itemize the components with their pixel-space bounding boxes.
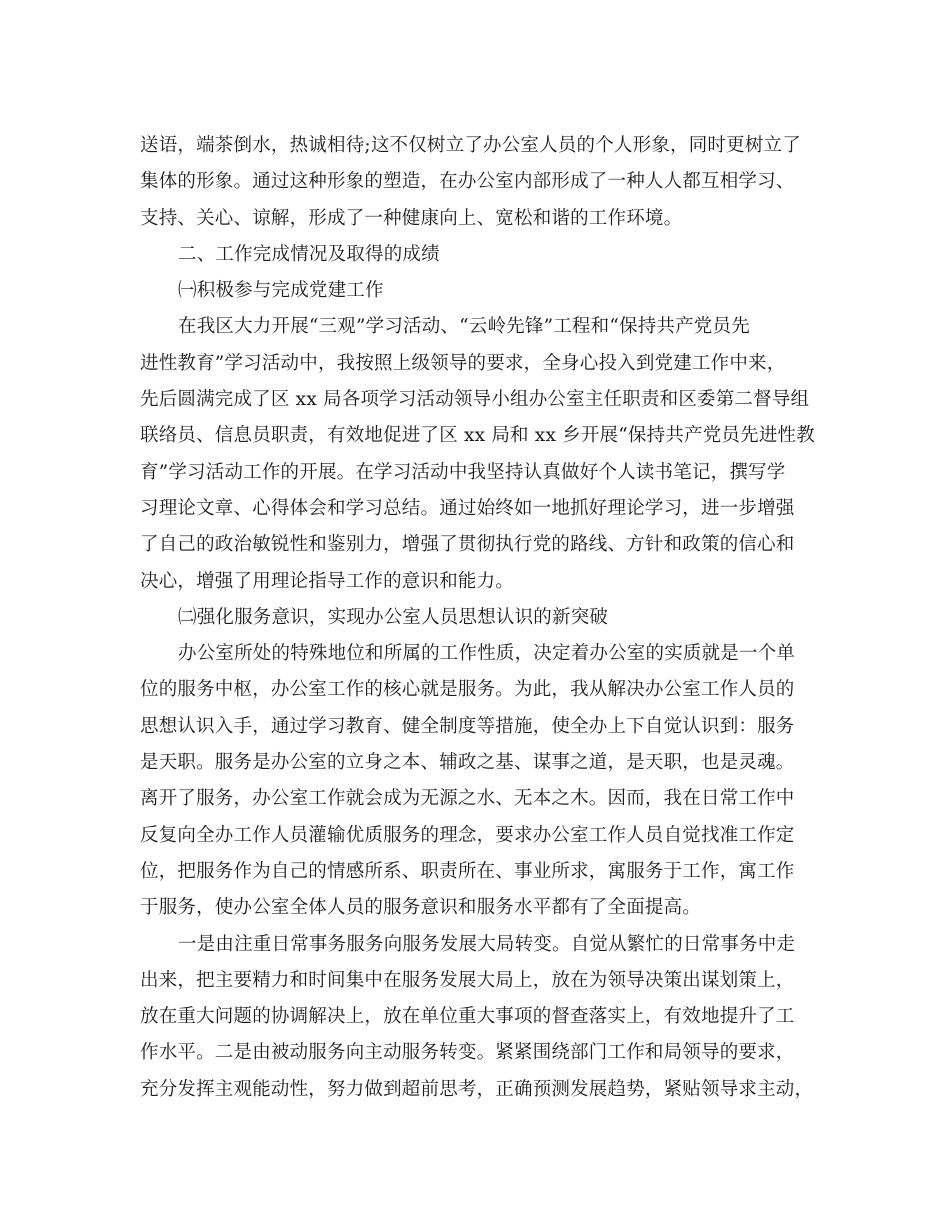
section-heading-2: 二、工作完成情况及取得的成绩 [178,243,440,265]
text-line-26: 作水平。二是由被动服务向主动服务转变。紧紧围绕部门工作和局领导的要求， [140,1042,795,1064]
text-line-15: 办公室所处的特殊地位和所属的工作性质，决定着办公室的实质就是一个单 [178,643,796,665]
text-line-7: 进性教育”学习活动中，我按照上级领导的要求，全身心投入到党建工作中来， [140,352,786,374]
text-line-8: 先后圆满完成了区 xx 局各项学习活动领导小组办公室主任职责和区委第二督导组 [140,389,810,411]
text-line-16: 位的服务中枢，办公室工作的核心就是服务。为此，我从解决办公室工作人员的 [140,679,795,701]
text-line-21: 位，把服务作为自己的情感所系、职责所在、事业所求，寓服务于工作，寓工作 [140,860,795,882]
text-line-24: 出来，把主要精力和时间集中在服务发展大局上，放在为领导决策出谋划策上， [140,969,795,991]
text-line-22: 于服务，使办公室全体人员的服务意识和服务水平都有了全面提高。 [140,897,702,919]
text-line-6: 在我区大力开展“三观”学习活动、“云岭先锋”工程和“保持共产党员先 [178,316,750,338]
subsection-heading-2: ㈡强化服务意识，实现办公室人员思想认识的新突破 [178,606,609,628]
text-line-19: 离开了服务，办公室工作就会成为无源之水、无本之木。因而，我在日常工作中 [140,788,795,810]
text-line-3: 支持、关心、谅解，形成了一种健康向上、宽松和谐的工作环境。 [140,207,683,229]
text-line-11: 习理论文章、心得体会和学习总结。通过始终如一地抓好理论学习，进一步增强 [140,497,795,519]
text-line-13: 决心，增强了用理论指导工作的意识和能力。 [140,570,515,592]
text-line-12: 了自己的政治敏锐性和鉴别力，增强了贯彻执行党的路线、方针和政策的信心和 [140,534,795,556]
text-line-9: 联络员、信息员职责，有效地促进了区 xx 局和 xx 乡开展“保持共产党员先进性教 [140,425,815,447]
document-body [140,128,815,1108]
text-line-2: 集体的形象。通过这种形象的塑造，在办公室内部形成了一种人人都互相学习、 [140,171,795,193]
text-line-18: 是天职。服务是办公室的立身之本、辅政之基、谋事之道，是天职，也是灵魂。 [140,752,795,774]
text-line-10: 育”学习活动工作的开展。在学习活动中我坚持认真做好个人读书笔记，撰写学 [140,461,786,483]
text-line-17: 思想认识入手，通过学习教育、健全制度等措施，使全办上下自觉认识到：服务 [140,715,795,737]
text-line-20: 反复向全办工作人员灌输优质服务的理念，要求办公室工作人员自觉找准工作定 [140,824,795,846]
text-line-27: 充分发挥主观能动性，努力做到超前思考，正确预测发展趋势，紧贴领导求主动， [140,1078,814,1100]
text-line-23: 一是由注重日常事务服务向服务发展大局转变。自觉从繁忙的日常事务中走 [178,933,796,955]
text-line-25: 放在重大问题的协调解决上，放在单位重大事项的督查落实上，有效地提升了工 [140,1006,795,1028]
text-line-1: 送语，端茶倒水，热诚相待;这不仅树立了办公室人员的个人形象，同时更树立了 [140,135,801,156]
subsection-heading-1: ㈠积极参与完成党建工作 [178,280,384,302]
